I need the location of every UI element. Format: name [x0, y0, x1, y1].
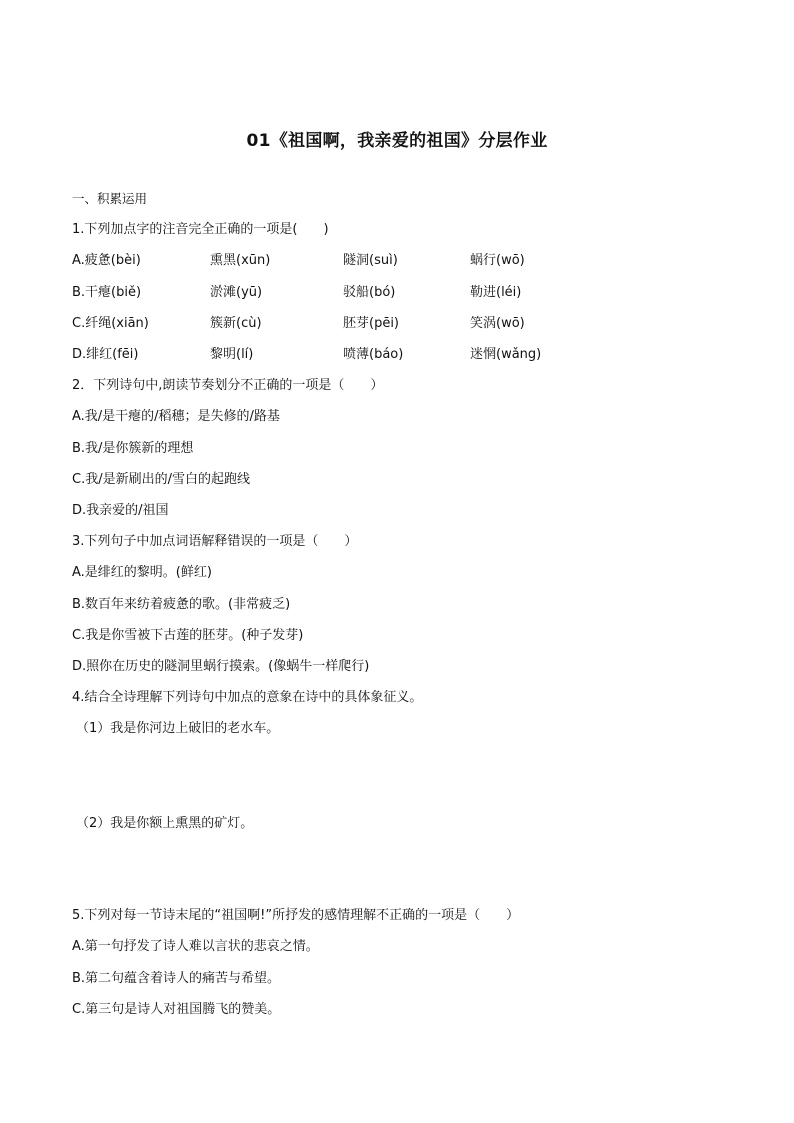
q1-option-b-word3: 驳船(bó)	[343, 285, 396, 300]
q3-option-d: D.照你在历史的隧洞里蜗行摸索。(像蜗牛一样爬行)	[72, 659, 370, 674]
q1-option-c-word4: 笑涡(wō)	[470, 316, 525, 331]
q5-option-c: C.第三句是诗人对祖国腾飞的赞美。	[72, 1002, 281, 1017]
q1-option-c-word1: C.纤绳(xiān)	[72, 316, 149, 331]
q1-option-a-word2: 熏黑(xūn)	[210, 253, 271, 268]
q1-option-d-word4: 迷惘(wǎng)	[470, 347, 542, 362]
q1-option-b-word1: B.干瘪(biě)	[72, 285, 142, 300]
question-5-stem: 5.下列对每一节诗末尾的“祖国啊!”所抒发的感情理解不正确的一项是（ ）	[72, 908, 520, 923]
q4-subquestion-1: （1）我是你河边上破旧的老水车。	[76, 721, 280, 736]
q1-option-a-word1: A.疲惫(bèi)	[72, 253, 141, 268]
question-3-stem: 3.下列句子中加点词语解释错误的一项是（ ）	[72, 534, 358, 549]
q3-option-a: A.是绯红的黎明。(鲜红)	[72, 565, 212, 580]
q5-option-b: B.第二句蕴含着诗人的痛苦与希望。	[72, 971, 281, 986]
q2-option-a: A.我/是干瘪的/稻穗；是失修的/路基	[72, 409, 280, 424]
q1-option-b-word4: 勒进(léi)	[470, 285, 522, 300]
q2-option-c: C.我/是新刷出的/雪白的起跑线	[72, 472, 250, 487]
q1-option-d-word3: 喷薄(báo)	[343, 347, 404, 362]
q1-option-c-word3: 胚芽(pēi)	[343, 316, 400, 331]
q1-option-a-word4: 蜗行(wō)	[470, 253, 525, 268]
q1-option-b-word2: 淤滩(yū)	[210, 285, 263, 300]
q3-option-c: C.我是你雪被下古莲的胚芽。(种子发芽)	[72, 628, 304, 643]
question-1-stem: 1.下列加点字的注音完全正确的一项是( )	[72, 222, 329, 237]
q5-option-a: A.第一句抒发了诗人难以言状的悲哀之情。	[72, 939, 319, 954]
section-heading: 一、积累运用	[72, 191, 148, 206]
page-title: 01《祖国啊，我亲爱的祖国》分层作业	[246, 131, 548, 151]
q2-option-b: B.我/是你簇新的理想	[72, 441, 194, 456]
q1-option-d-word1: D.绯红(fēi)	[72, 347, 139, 362]
q4-subquestion-2: （2）我是你额上熏黑的矿灯。	[76, 816, 254, 831]
q1-option-c-word2: 簇新(cù)	[210, 316, 262, 331]
question-2-stem: 2．下列诗句中,朗读节奏划分不正确的一项是（ ）	[72, 378, 384, 393]
q1-option-d-word2: 黎明(lí)	[210, 347, 254, 362]
question-4-stem: 4.结合全诗理解下列诗句中加点的意象在诗中的具体象征义。	[72, 690, 423, 705]
q3-option-b: B.数百年来纺着疲惫的歌。(非常疲乏)	[72, 597, 291, 612]
q2-option-d: D.我亲爱的/祖国	[72, 503, 169, 518]
q1-option-a-word3: 隧洞(suì)	[343, 253, 398, 268]
